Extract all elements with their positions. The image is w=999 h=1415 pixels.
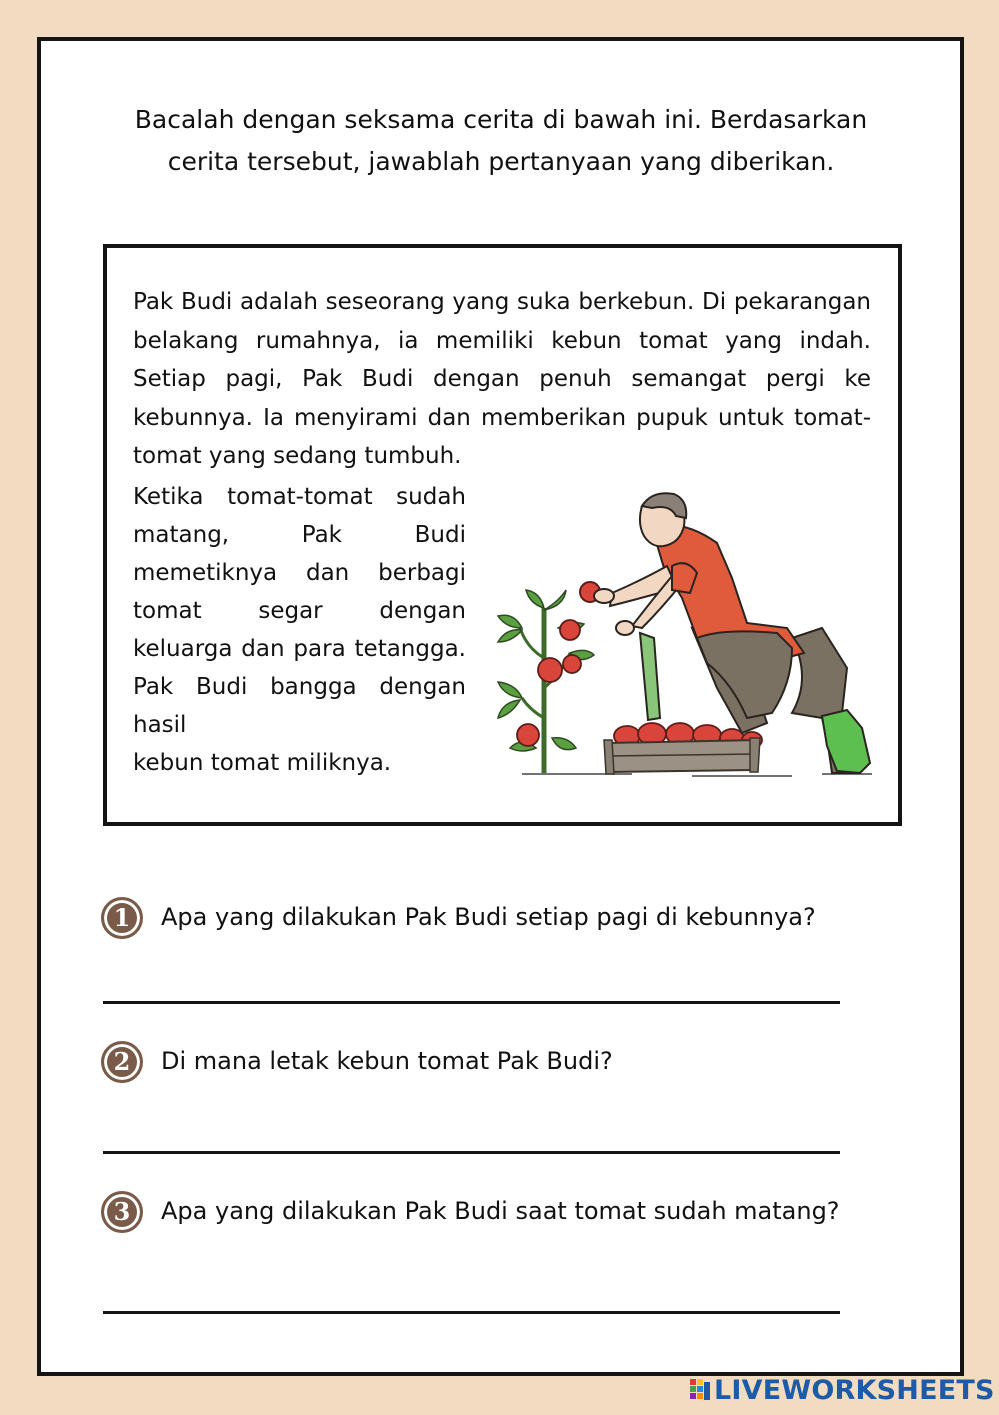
watermark-text: LIVEWORKSHEETS — [714, 1375, 995, 1406]
story-paragraph-2-main: Ketika tomat-tomat sudah matang, Pak Budi memetiknya dan berbagi tomat segar dengan keluarga dan para tetangga. Pak Budi bangga dengan hasil — [133, 484, 466, 738]
answer-field-2[interactable] — [103, 1151, 840, 1154]
question-text: Di mana letak kebun tomat Pak Budi? — [161, 1047, 613, 1075]
instructions-text: Bacalah dengan seksama cerita di bawah ini. Berdasarkan cerita tersebut, jawablah pertanyaan yang diberikan. — [134, 105, 868, 176]
gardener-picking-tomatoes-illustration — [492, 488, 877, 788]
story-box — [103, 244, 902, 826]
question-number-badge: 3 — [101, 1191, 143, 1233]
answer-field-1[interactable] — [103, 1001, 840, 1004]
liveworksheets-watermark[interactable] — [690, 1375, 995, 1406]
question-number-badge: 1 — [101, 897, 143, 939]
answer-field-3[interactable] — [103, 1311, 840, 1314]
liveworksheets-logo-icon — [690, 1379, 712, 1403]
question-text: Apa yang dilakukan Pak Budi setiap pagi di kebunnya? — [161, 903, 816, 931]
tomato-crate — [604, 723, 762, 774]
story-paragraph-2 — [133, 478, 466, 782]
story-paragraph-2-last: kebun tomat miliknya. — [133, 750, 392, 776]
question-number-badge: 2 — [101, 1041, 143, 1083]
question-text: Apa yang dilakukan Pak Budi saat tomat sudah matang? — [161, 1197, 840, 1225]
worksheet-sheet — [37, 37, 964, 1376]
story-paragraph-1: Pak Budi adalah seseorang yang suka berkebun. Di pekarangan belakang rumahnya, ia memiliki kebun tomat yang indah. Setiap pagi, Pak Budi dengan penuh semangat pergi ke kebunnya. Ia menyirami dan memberikan pupuk untuk tomat-tomat yang sedang tumbuh. — [133, 289, 871, 469]
